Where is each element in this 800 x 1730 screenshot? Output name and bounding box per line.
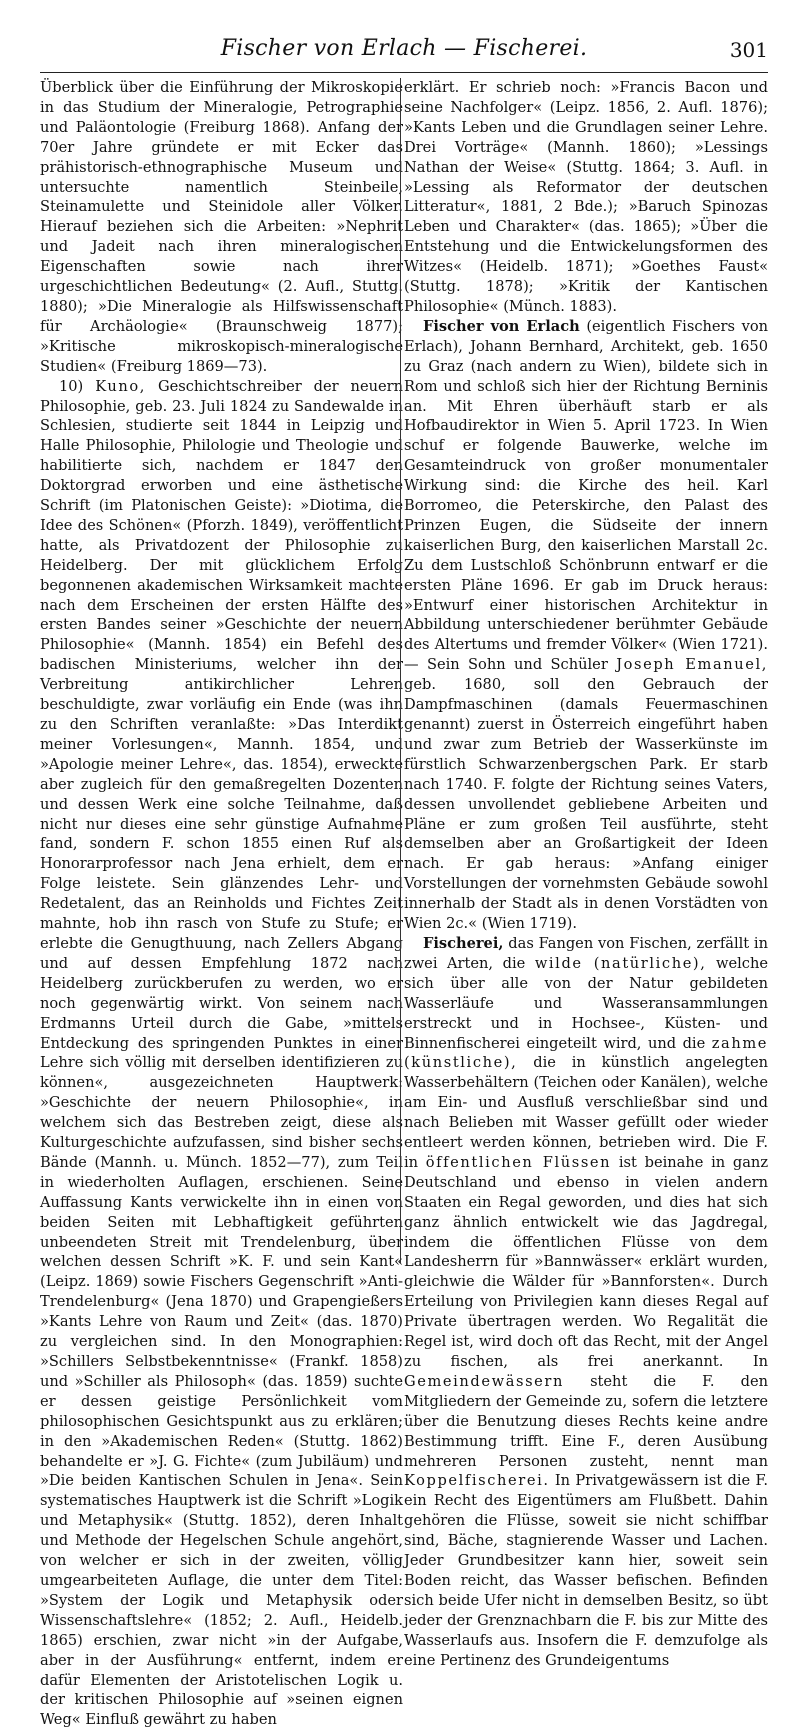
header-rule (40, 72, 768, 73)
paragraph-text: (eigentlich Fischers von Erlach), Johann Bernhard, Architekt, geb. 1650 zu Graz (nach andern zu Wien), bildete sich in Rom und schloß sich hier der Richtung Berninis an. Mit Ehren überhäuft starb er als Hofbaudirektor in Wien 5. April 1723. In Wien schuf er folgende Bauwerke, welche im Gesamteindruck von großer monumentaler Wirkung sind: die Kirche des heil. Karl Borromeo, die Peterskirche, den Palast des Prinzen Eugen, die Südseite der innern kaiserlichen Burg, den kaiserlichen Marstall 2c. Zu dem Lustschloß Schönbrunn entwarf er die ersten Pläne 1696. Er gab im Druck heraus: »Entwurf einer historischen Architektur in Abbildung unterschiedener berühmter Gebäude des Altertums und fremder Völker« (Wien 1721). — Sein Sohn und Schüler (404, 317, 768, 674)
paragraph-text: geb. 1680, soll den Gebrauch der Dampfmaschinen (damals Feuermaschinen genannt) zuerst in Österreich eingeführt haben und zwar zum Betrieb der Wasserkünste im fürstlich Schwarzenbergschen Park. Er starb nach 1740. F. folgte der Richtung seines Vaters, dessen unvollendet gebliebene Arbeiten und Pläne er zum großen Teil ausführte, steht demselben aber an Großartigkeit der Ideen nach. Er gab heraus: »Anfang einiger Vorstellungen der vornehmsten Gebäude sowohl innerhalb der Stadt als in denen Vorstädten von Wien 2c.« (Wien 1719). (404, 676, 768, 933)
page-number: 301 (729, 38, 768, 62)
emphasized-term: wilde (natürliche), (534, 954, 707, 972)
paragraph-text: das Fangen von Fischen, zerfällt in zwei Arten, die (404, 934, 769, 972)
emphasized-term: Koppelfischerei. (404, 1472, 550, 1490)
running-header (40, 36, 768, 66)
entry-kuno-fischer (40, 377, 403, 1730)
entry-person-name: Kuno, (95, 377, 146, 395)
right-column (404, 78, 768, 1671)
paragraph-text: welche sich über alle von der Natur gebildeten Wasserläufe und Wasseransammlungen erstreckt und in Hochsee-, Küsten- und Binnenfischerei eingeteilt wird, und die (404, 954, 769, 1052)
paragraph-continuation (404, 78, 768, 317)
paragraph-continuation (40, 78, 403, 377)
paragraph-text: In Privatgewässern ist die F. ein Recht des Eigentümers am Flußbett. Dahin gehören die Flüsse, soweit sie nicht schiffbar sind, Bäche, stagnierende Wasser und Lachen. Jeder Grundbesitzer kann hier, soweit sein Boden reicht, das Wasser befischen. Befinden sich beide Ufer nicht in demselben Besitz, so übt jeder der Grenznachbarn die F. bis zur Mitte des Wasserlaufs aus. Insofern die F. demzufolge als eine Pertinenz des Grundeigentums (404, 1472, 769, 1669)
entry-headword: Fischerei, (422, 934, 504, 952)
entry-fischerei (404, 934, 768, 1671)
entry-headword: Fischer von Erlach (422, 317, 580, 335)
paragraph-text: ist beinahe in ganz Deutschland und ebenso in vielen andern Staaten ein Regal geworden, und dies hat sich ganz ähnlich entwickelt wie das Jagdregal, indem die öffentlichen Flüsse von dem Landesherrn für »Bannwässer« erklärt wurden, gleichwie die Wälder für »Bannforsten«. Durch Erteilung von Privilegien kann dieses Regal auf Private übertragen werden. Wo Regalität die Regel ist, wird doch oft das Recht, mit der Angel zu fischen, als frei anerkannt. In (404, 1153, 769, 1370)
running-title: Fischer von Erlach — Fischerei. (220, 36, 588, 61)
paragraph-text: erklärt. Er schrieb noch: »Francis Bacon und seine Nachfolger« (Leipz. 1856, 2. Aufl. 1876); »Kants Leben und die Grundlagen seiner Lehre. Drei Vorträge« (Mannh. 1860); »Lessings Nathan der Weise« (Stuttg. 1864; 3. Aufl. in »Lessing als Reformator der deutschen Litteratur«, 1881, 2 Bde.); »Baruch Spinozas Leben und Charakter« (das. 1865); »Über die Entstehung und die Entwickelungsformen des Witzes« (Heidelb. 1871); »Goethes Faust« (Stuttg. 1878); »Kritik der Kantischen Philosophie« (Münch. 1883). (404, 79, 768, 315)
emphasized-term: öffentlichen Flüssen (425, 1153, 612, 1171)
column-divider (400, 78, 401, 1263)
emphasized-term: Gemeindewässern (404, 1372, 564, 1390)
paragraph-text: die in künstlich angelegten Wasserbehältern (Teichen oder Kanälen), welche am Ein- und Ausfluß verschließbar sind und nach Belieben mit Wasser gefüllt oder wieder entleert werden können, betrieben wird. Die F. in (404, 1054, 769, 1171)
emphasized-term: zahme (künstliche), (404, 1034, 769, 1072)
left-column (40, 78, 403, 1730)
entry-number: 10) (58, 377, 84, 395)
paragraph-text: Geschichtschreiber der neuern Philosophie, geb. 23. Juli 1824 zu Sandewalde in Schlesien, studierte seit 1844 in Leipzig und Halle Philosophie, Philologie und Theologie und habilitierte sich, nachdem er 1847 den Doktorgrad erworben und eine ästhetische Schrift (im Platonischen Geiste): »Diotima, die Idee des Schönen« (Pforzh. 1849), veröffentlicht hatte, als Privatdozent der Philosophie zu Heidelberg. Der mit glücklichem Erfolg begonnenen akademischen Wirksamkeit machte nach dem Erscheinen der ersten Hälfte des ersten Bandes seiner »Geschichte der neuern Philosophie« (Mannh. 1854) ein Befehl des badischen Ministeriums, welcher ihn der Verbreitung antikirchlicher Lehren beschuldigte, zwar vorläufig ein Ende (was ihn zu den Schriften veranlaßte: »Das Interdikt meiner Vorlesungen«, Mannh. 1854, und »Apologie meiner Lehre«, das. 1854), erweckte aber zugleich für den gemaßregelten Dozenten und dessen Werk eine solche Teilnahme, daß nicht nur dieses eine sehr günstige Aufnahme fand, sondern F. schon 1855 einen Ruf als Honorarprofessor nach Jena erhielt, dem er Folge leistete. Sein glänzendes Lehr- und Redetalent, das an Reinholds und Fichtes Zeit mahnte, hob ihn rasch von Stufe zu Stufe; er erlebte die Genugthuung, nach Zellers Abgang und auf dessen Empfehlung 1872 nach Heidelberg zurückberufen zu werden, wo er noch gegenwärtig wirkt. Von seinem nach Erdmanns Urteil durch die Gabe, »mittels Entdeckung des springenden Punktes in einer Lehre sich völlig mit derselben identifizieren zu können«, ausgezeichneten Hauptwerk: »Geschichte der neuern Philosophie«, in welchem sich das Bestreben zeigt, diese als Kulturgeschichte aufzufassen, sind bisher sechs Bände (Mannh. u. Münch. 1852—77), zum Teil in wiederholten Auflagen, erschienen. Seine Auffassung Kants verwickelte ihn in einen von beiden Seiten mit Lebhaftigkeit geführten unbeendeten Streit mit Trendelenburg, über welchen dessen Schrift »K. F. und sein Kant« (Leipz. 1869) sowie Fischers Gegenschrift »Anti-Trendelenburg« (Jena 1870) und Grapengießers »Kants Lehre von Raum und Zeit« (das. 1870) zu vergleichen sind. In den Monographien: »Schillers Selbstbekenntnisse« (Frankf. 1858) und »Schiller als Philosoph« (das. 1859) suchte er dessen geistige Persönlichkeit vom philosophischen Gesichtspunkt aus zu erklären; in den »Akademischen Reden« (Stuttg. 1862) behandelte er »J. G. Fichte« (zum Jubiläum) und »Die beiden Kantischen Schulen in Jena«. Sein systematisches Hauptwerk ist die Schrift »Logik und Metaphysik« (Stuttg. 1852), deren Inhalt und Methode der Hegelschen Schule angehört, von welcher er sich in der zweiten, völlig umgearbeiteten Auflage, die unter dem Titel: »System der Logik und Metaphysik oder Wissenschaftslehre« (1852; 2. Aufl., Heidelb. 1865) erschien, zwar nicht »in der Aufgabe, aber in der Ausführung« entfernt, indem er dafür Elementen der Aristotelischen Logik u. der kritischen Philosophie auf »seinen eignen Weg« Einfluß gewährt zu haben (40, 377, 404, 1729)
entry-person-name: Joseph Emanuel, (616, 656, 769, 674)
paragraph-text: Überblick über die Einführung der Mikroskopie in das Studium der Mineralogie, Petrographie und Paläontologie (Freiburg 1868). Anfang der 70er Jahre gründete er mit Ecker das prähistorisch-ethnographische Museum und untersuchte namentlich Steinbeile, Steinamulette und Steinidole aller Völker. Hierauf beziehen sich die Arbeiten: »Nephrit und Jadeit nach ihren mineralogischen Eigenschaften sowie nach ihrer urgeschichtlichen Bedeutung« (2. Aufl., Stuttg. 1880); »Die Mineralogie als Hilfswissenschaft für Archäologie« (Braunschweig 1877); »Kritische mikroskopisch-mineralogische Studien« (Freiburg 1869—73). (40, 79, 403, 375)
paragraph-text: steht die F. den Mitgliedern der Gemeinde zu, sofern die letztere über die Benutzung dieses Rechts keine andre Bestimmung trifft. Eine F., deren Ausübung mehreren Personen zusteht, nennt man (404, 1372, 769, 1470)
entry-fischer-von-erlach (404, 317, 768, 934)
